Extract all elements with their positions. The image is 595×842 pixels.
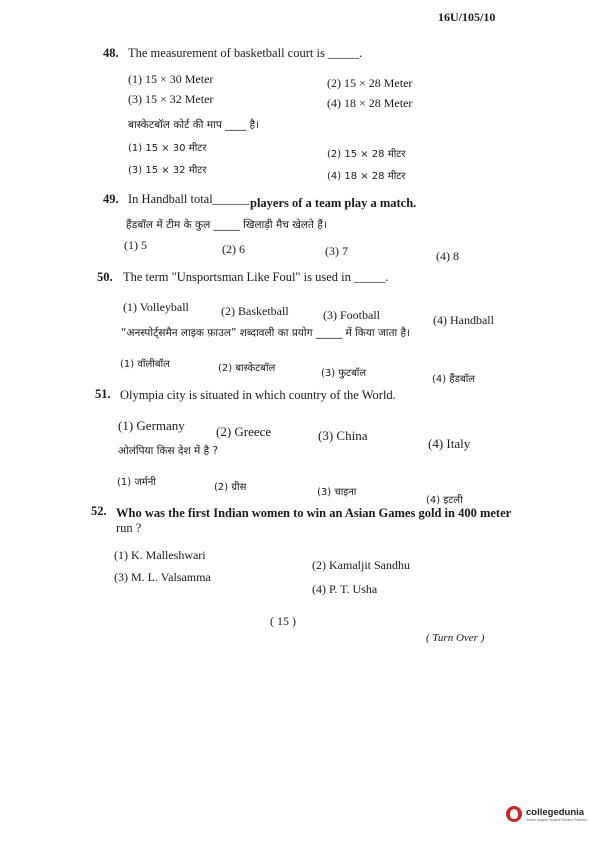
mascot-icon	[506, 806, 522, 822]
option-4: (4) 18 × 28 Meter	[327, 96, 413, 110]
paper-code: 16U/105/10	[438, 10, 496, 24]
question-number: 49.	[103, 192, 119, 206]
question-text: Olympia city is situated in which country of the World.	[120, 388, 396, 402]
option-4: (4) P. T. Usha	[312, 582, 378, 596]
hindi-option-2: (2) ग्रीस	[214, 482, 247, 493]
option-3: (3) 7	[325, 244, 348, 258]
hindi-option-4: (4) हैंडबॉल	[432, 374, 476, 385]
option-4: (4) Handball	[433, 313, 494, 327]
question-text-line1: Who was the first Indian women to win an Asian Games gold in 400 meter	[116, 506, 512, 520]
question-text-hindi: हैंडबॉल में टीम के कुल _____ खिलाड़ी मैच खेलते हैं।	[126, 219, 327, 231]
hindi-option-2: (2) बास्केटबॉल	[218, 363, 276, 374]
question-number: 51.	[95, 387, 111, 401]
option-2: (2) Basketball	[221, 304, 289, 318]
question-text: The measurement of basketball court is _____.	[128, 46, 363, 60]
question-text-hindi: ओलंपिया किस देश में है ?	[118, 445, 219, 457]
option-2: (2) Greece	[216, 424, 272, 439]
question-number: 48.	[103, 46, 119, 60]
logo-brand: collegedunia	[526, 806, 585, 818]
hindi-option-1: (1) जर्मनी	[117, 477, 156, 488]
hindi-option-3: (3) फुटबॉल	[321, 368, 367, 379]
option-2: (2) Kamaljit Sandhu	[312, 558, 410, 572]
hindi-option-3: (3) चाइना	[317, 487, 357, 498]
question-blank: ______	[212, 192, 250, 206]
hindi-option-4: (4) 18 × 28 मीटर	[327, 171, 406, 182]
question-text-hindi: “अनस्पोर्ट्समैन लाइक फ़ाउल” शब्दावली का प्रयोग _____ में किया जाता है।	[121, 327, 411, 339]
hindi-option-1: (1) वॉलीबॉल	[120, 359, 170, 370]
option-1: (1) 15 × 30 Meter	[128, 72, 214, 86]
turn-over-note: ( Turn Over )	[426, 632, 485, 644]
option-1: (1) Germany	[118, 418, 185, 433]
collegedunia-logo	[506, 806, 587, 822]
option-4: (4) 8	[436, 249, 459, 263]
hindi-option-1: (1) 15 × 30 मीटर	[128, 143, 207, 154]
option-1: (1) K. Malleshwari	[114, 548, 206, 562]
option-3: (3) 15 × 32 Meter	[128, 92, 214, 106]
question-text-part-a: In Handball total	[128, 192, 213, 206]
question-text-part-b: players of a team play a match.	[250, 196, 417, 210]
option-1: (1) 5	[124, 238, 147, 252]
logo-tagline: India's largest Student Review Platform	[526, 817, 587, 822]
hindi-option-2: (2) 15 × 28 मीटर	[327, 149, 406, 160]
option-2: (2) 6	[222, 242, 245, 256]
page-number: ( 15 )	[270, 614, 296, 628]
hindi-option-3: (3) 15 × 32 मीटर	[128, 165, 207, 176]
question-number: 50.	[97, 270, 113, 284]
question-text: The term "Unsportsman Like Foul" is used in _____.	[123, 270, 389, 284]
option-2: (2) 15 × 28 Meter	[327, 76, 413, 90]
question-text-line2: run ?	[116, 521, 142, 535]
option-3: (3) China	[318, 428, 368, 443]
option-1: (1) Volleyball	[123, 300, 189, 314]
question-text-hindi: बास्केटबॉल कोर्ट की माप ____ है।	[128, 119, 260, 131]
option-3: (3) M. L. Valsamma	[114, 570, 211, 584]
question-number: 52.	[91, 504, 107, 518]
option-3: (3) Football	[323, 308, 380, 322]
option-4: (4) Italy	[428, 436, 471, 451]
hindi-option-4: (4) इटली	[426, 495, 463, 506]
